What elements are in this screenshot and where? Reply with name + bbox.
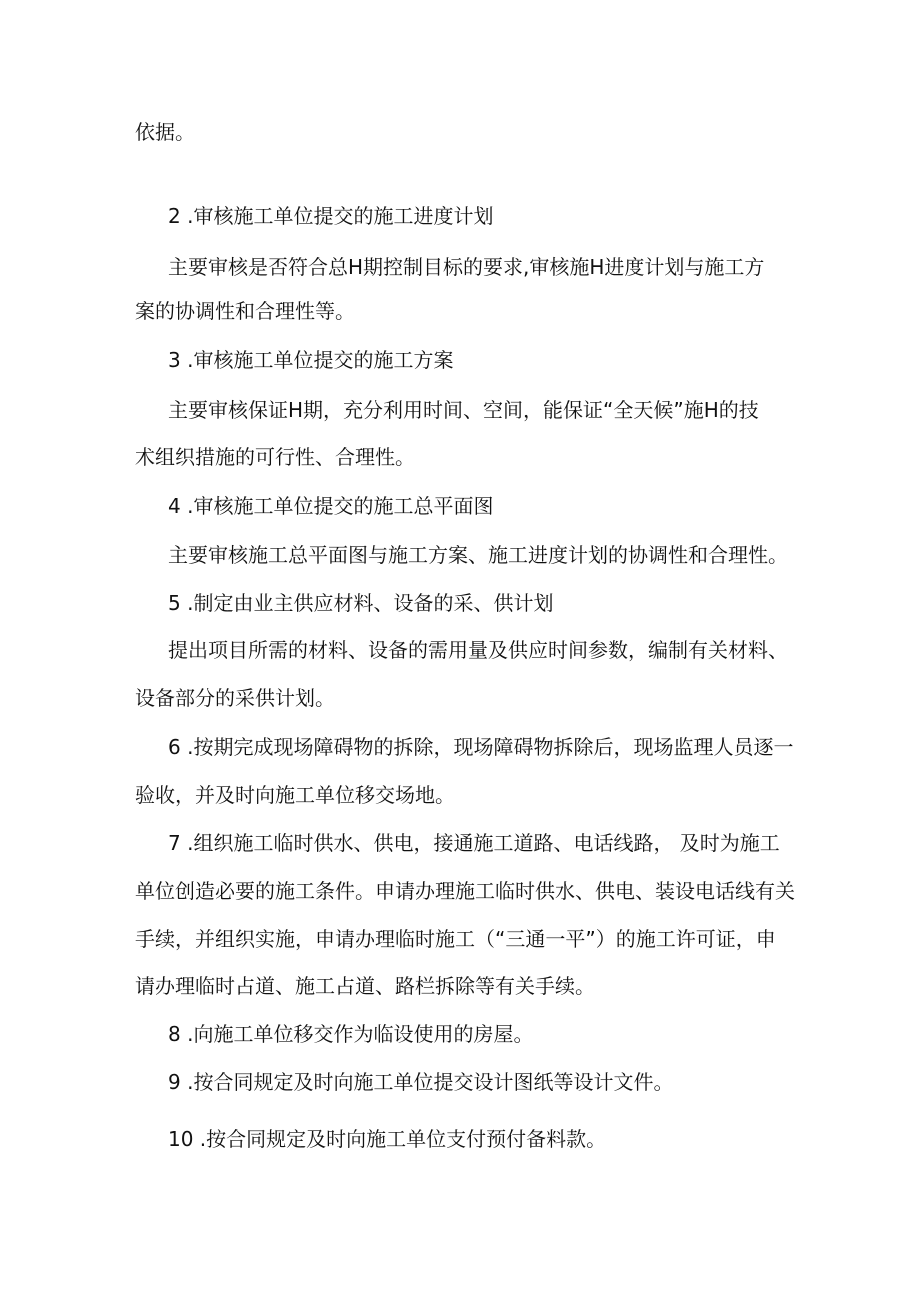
section-heading-5: 5 .制定由业主供应材料、设备的采、供计划 (168, 591, 554, 615)
paragraph-line: 主要审核施工总平面图与施工方案、施工进度计划的协调性和合理性。 (168, 543, 788, 567)
paragraph-line: 主要审核是否符合总H期控制目标的要求,审核施H进度计划与施工方 (168, 255, 765, 279)
section-heading-6: 6 .按期完成现场障碍物的拆除，现场障碍物拆除后，现场监理人员逐一 (168, 735, 794, 759)
section-heading-7: 7 .组织施工临时供水、供电，接通施工道路、电话线路， 及时为施工 (168, 831, 780, 855)
paragraph-line: 主要审核保证H期，充分利用时间、空间，能保证“全天候”施H的技 (168, 398, 759, 422)
paragraph-line: 设备部分的采供计划。 (135, 686, 335, 710)
paragraph-line: 验收，并及时向施工单位移交场地。 (135, 783, 455, 807)
section-heading-4: 4 .审核施工单位提交的施工总平面图 (168, 494, 494, 518)
paragraph-line: 请办理临时占道、施工占道、路栏拆除等有关手续。 (135, 974, 595, 998)
paragraph-line: 案的协调性和合理性等。 (135, 299, 355, 323)
section-heading-10: 10 .按合同规定及时向施工单位支付预付备料款。 (168, 1127, 607, 1151)
paragraph-line: 手续，并组织实施，申请办理临时施工（“三通一平”）的施工许可证，申 (135, 927, 776, 951)
section-heading-8: 8 .向施工单位移交作为临设使用的房屋。 (168, 1022, 534, 1046)
paragraph-line: 提出项目所需的材料、设备的需用量及供应时间参数，编制有关材料、 (168, 638, 788, 662)
section-heading-3: 3 .审核施工单位提交的施工方案 (168, 348, 454, 372)
section-heading-2: 2 .审核施工单位提交的施工进度计划 (168, 204, 494, 228)
paragraph-line: 术组织措施的可行性、合理性。 (135, 445, 415, 469)
paragraph-line: 单位创造必要的施工条件。申请办理施工临时供水、供电、装设电话线有关 (135, 879, 795, 903)
section-heading-9: 9 .按合同规定及时向施工单位提交设计图纸等设计文件。 (168, 1070, 674, 1094)
paragraph-continuation-line: 依据。 (135, 120, 195, 144)
